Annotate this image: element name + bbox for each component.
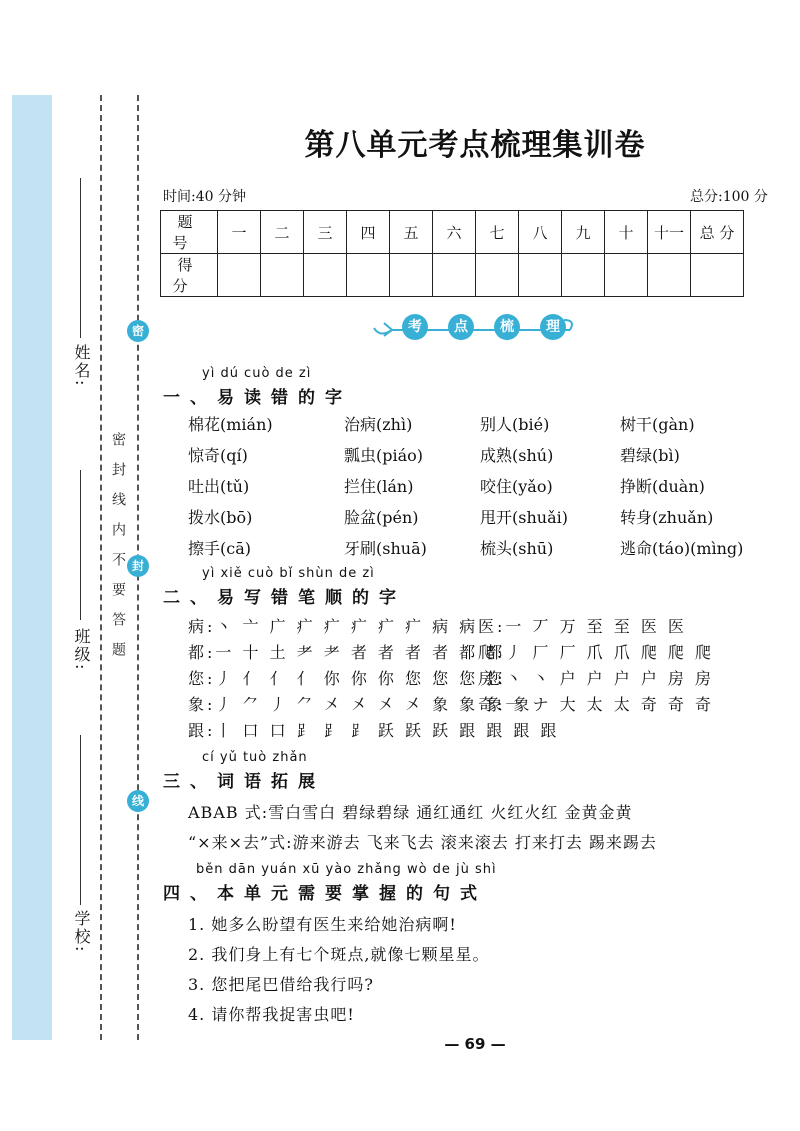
- score-header-cell: 四: [347, 211, 390, 254]
- total-score: 总分:100 分: [690, 189, 768, 205]
- section-title: 一、易读错的字: [163, 388, 352, 408]
- word-item: 吐出(tǔ): [188, 477, 250, 496]
- word-item: 别人(bié): [480, 415, 550, 434]
- sentence-line: 4. 请你帮我捉害虫吧!: [188, 1005, 355, 1024]
- stroke-order: 医:一 丆 万 至 至 医 医: [478, 617, 687, 636]
- word-item: 咬住(yǎo): [480, 477, 553, 496]
- class-label: 班级:: [72, 628, 91, 672]
- word-item: 树干(gàn): [620, 415, 695, 434]
- name-label: 姓名:: [72, 344, 91, 388]
- word-item: 瓢虫(piáo): [344, 446, 424, 465]
- word-item: 逃命(táo)(mìng): [620, 539, 744, 558]
- score-cell[interactable]: [304, 254, 347, 297]
- score-header-cell: 八: [519, 211, 562, 254]
- score-header-cell: 十一: [648, 211, 691, 254]
- section-title: 二、易写错笔顺的字: [163, 588, 406, 608]
- stroke-order: 病:丶 亠 广 疒 疒 疒 疒 疒 病 病: [188, 617, 479, 636]
- word-item: 拦住(lán): [344, 477, 414, 496]
- word-item: 脸盆(pén): [344, 508, 419, 527]
- binding-strip: [12, 95, 52, 1040]
- score-header-cell: 七: [476, 211, 519, 254]
- score-row-label: 得 分: [161, 254, 218, 297]
- section-pinyin: yì xiě cuò bǐ shùn de zì: [202, 566, 375, 581]
- score-cell[interactable]: [476, 254, 519, 297]
- word-item: 甩开(shuǎi): [480, 508, 568, 527]
- word-item: 挣断(duàn): [620, 477, 705, 496]
- word-item: 治病(zhì): [344, 415, 413, 434]
- page-title: 第八单元考点梳理集训卷: [304, 128, 646, 163]
- score-header-cell: 五: [390, 211, 433, 254]
- score-cell[interactable]: [519, 254, 562, 297]
- word-item: 转身(zhuǎn): [620, 508, 714, 527]
- score-table-header-row: [161, 211, 744, 254]
- score-header-cell: 六: [433, 211, 476, 254]
- class-underline: [80, 470, 81, 620]
- word-expansion-line: ABAB 式:雪白雪白 碧绿碧绿 通红通红 火红火红 金黄金黄: [188, 803, 633, 822]
- name-underline: [80, 178, 81, 338]
- time-limit: 时间:40 分钟: [163, 189, 246, 205]
- word-item: 碧绿(bì): [620, 446, 680, 465]
- dashed-line-outer: [100, 95, 102, 1040]
- section-title: 三、词语拓展: [163, 772, 325, 792]
- score-cell[interactable]: [261, 254, 304, 297]
- score-header-cell: 二: [261, 211, 304, 254]
- score-cell[interactable]: [648, 254, 691, 297]
- seal-mid: 封: [127, 555, 149, 577]
- seal-top: 密: [127, 320, 149, 342]
- score-cell[interactable]: [562, 254, 605, 297]
- word-expansion-line: “×来×去”式:游来游去 飞来飞去 滚来滚去 打来打去 踢来踢去: [188, 833, 657, 852]
- section-pinyin: cí yǔ tuò zhǎn: [202, 750, 308, 765]
- banner-char: 梳: [494, 314, 520, 340]
- score-table-score-row: [161, 254, 744, 297]
- score-header-cell: 一: [218, 211, 261, 254]
- stroke-order: 跟:丨 口 口 ⻊ ⻊ ⻊ 跃 跃 跃 跟 跟 跟 跟: [188, 721, 560, 740]
- score-table: [160, 210, 744, 297]
- page-number: — 69 —: [444, 1035, 506, 1053]
- section-pinyin: yì dú cuò de zì: [202, 366, 312, 381]
- score-header-label: 题 号: [161, 211, 218, 254]
- banner-char: 考: [402, 314, 428, 340]
- section-banner: [370, 314, 580, 340]
- stroke-order: 奇:一 ナ 大 太 太 奇 奇 奇: [478, 695, 714, 714]
- sentence-line: 3. 您把尾巴借给我行吗?: [188, 975, 374, 994]
- word-item: 惊奇(qí): [188, 446, 248, 465]
- stroke-order: 房:丶 丶 户 户 户 户 房 房: [478, 669, 714, 688]
- stroke-order: 象:丿 ⺈ 丿 ⺈ 㐅 㐅 㐅 㐅 象 象 象 象: [188, 695, 533, 714]
- word-item: 牙刷(shuā): [344, 539, 427, 558]
- school-label: 学校:: [72, 910, 91, 954]
- score-header-cell: 九: [562, 211, 605, 254]
- score-cell[interactable]: [390, 254, 433, 297]
- stroke-order: 爬:丿 厂 厂 爪 爪 爬 爬 爬: [478, 643, 714, 662]
- seal-bottom: 线: [127, 790, 149, 812]
- score-header-cell: 三: [304, 211, 347, 254]
- score-cell[interactable]: [605, 254, 648, 297]
- school-underline: [80, 735, 81, 905]
- sentence-line: 2. 我们身上有七个斑点,就像七颗星星。: [188, 945, 490, 964]
- stroke-order: 都:一 十 土 耂 耂 者 者 者 者 都 都: [188, 643, 506, 662]
- word-item: 棉花(mián): [188, 415, 273, 434]
- score-cell[interactable]: [218, 254, 261, 297]
- stroke-order: 您:丿 亻 亻 亻 你 你 你 您 您 您 您: [188, 669, 506, 688]
- binding-note: 密封线内不要答题: [110, 432, 126, 672]
- score-header-total: 总 分: [691, 211, 744, 254]
- banner-char: 点: [448, 314, 474, 340]
- section-title: 四、本单元需要掌握的句式: [163, 884, 487, 904]
- word-item: 成熟(shú): [480, 446, 554, 465]
- word-item: 拨水(bō): [188, 508, 253, 527]
- word-item: 梳头(shū): [480, 539, 554, 558]
- section-pinyin: běn dān yuán xū yào zhǎng wò de jù shì: [196, 862, 497, 877]
- score-cell-total[interactable]: [691, 254, 744, 297]
- score-header-cell: 十: [605, 211, 648, 254]
- score-cell[interactable]: [433, 254, 476, 297]
- sentence-line: 1. 她多么盼望有医生来给她治病啊!: [188, 915, 457, 934]
- banner-char: 理: [540, 314, 566, 340]
- word-item: 擦手(cā): [188, 539, 251, 558]
- score-cell[interactable]: [347, 254, 390, 297]
